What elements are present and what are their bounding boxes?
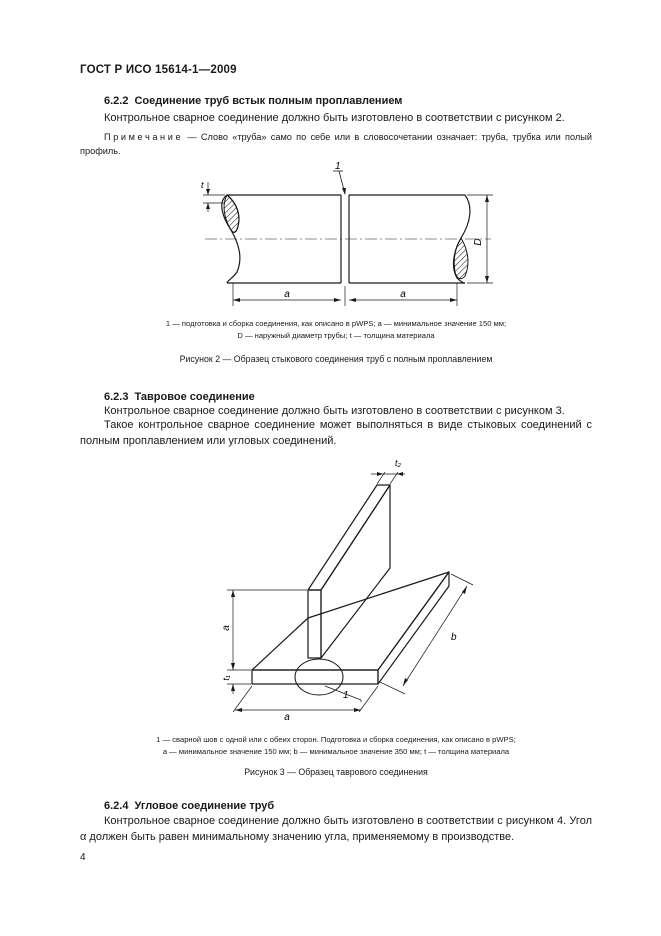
section-number: 6.2.3 [104, 391, 129, 403]
note-text: — Слово «труба» само по себе или в словосочетании означает: труба, трубка или полый профиль. [80, 132, 592, 156]
figure-3-legend-line-1: 1 — сварной шов с одной или с обеих сторон. Подготовка и сборка соединения, как описано в pWPS; [156, 735, 516, 744]
figure-2-legend-line-1: 1 — подготовка и сборка соединения, как описано в pWPS; a — минимальное значение 150 мм; [165, 319, 507, 328]
figure-3-tee-joint [215, 450, 485, 725]
fig2-callout-1: 1 [335, 161, 341, 172]
section-number: 6.2.2 [104, 95, 129, 107]
fig3-label-a-horizontal: a [284, 712, 290, 723]
figure-3-legend-line-2: a — минимальное значение 150 мм; b — минимальное значение 350 мм; t — толщина материала [162, 747, 510, 756]
section-title: Угловое соединение труб [134, 800, 275, 812]
fig3-label-a-vertical: a [221, 625, 232, 631]
fig3-label-t1: t₁ [221, 675, 231, 681]
section-title: Соединение труб встык полным проплавлением [134, 95, 403, 107]
document-header: ГОСТ Р ИСО 15614-1—2009 [80, 64, 237, 76]
fig2-label-a-right: a [400, 289, 406, 300]
figure-2-legend [80, 318, 592, 342]
section-6-2-4-heading [104, 800, 274, 812]
figure-3-legend [80, 734, 592, 758]
section-6-2-3-text-1: Контрольное сварное соединение должно быть изготовлено в соответствии с рисунком 3. [104, 405, 565, 417]
section-6-2-2-heading [104, 95, 402, 107]
section-6-2-4-text: Контрольное сварное соединение должно быть изготовлено в соответствии с рисунком 4. Угол α должен быть равен минимальному значению угла, применяемому в производстве. [80, 815, 592, 843]
fig2-label-D: D [473, 238, 484, 246]
fig3-label-t2: t₂ [395, 458, 401, 468]
fig2-label-t: t [201, 180, 204, 190]
section-title: Тавровое соединение [134, 391, 255, 403]
figure-2-pipe-butt-joint [195, 158, 505, 310]
fig3-label-b: b [451, 632, 457, 643]
section-6-2-2-note [80, 130, 592, 158]
section-6-2-3-heading [104, 391, 255, 403]
figure-2-legend-line-2: D — наружный диаметр трубы; t — толщина материала [237, 331, 435, 340]
section-6-2-2-text: Контрольное сварное соединение должно быть изготовлено в соответствии с рисунком 2. [104, 112, 565, 124]
section-6-2-3-text-2: Такое контрольное сварное соединение может выполняться в виде стыковых соединений с полным проплавлением или угловых соединений. [80, 419, 592, 447]
page-number: 4 [80, 852, 86, 863]
figure-2-caption: Рисунок 2 — Образец стыкового соединения труб с полным проплавлением [179, 354, 493, 364]
section-number: 6.2.4 [104, 800, 129, 812]
figure-3-caption: Рисунок 3 — Образец таврового соединения [244, 767, 428, 777]
fig2-label-a-left: a [284, 289, 290, 300]
fig3-callout-1: 1 [343, 690, 349, 701]
note-label: Примечание [104, 132, 184, 142]
